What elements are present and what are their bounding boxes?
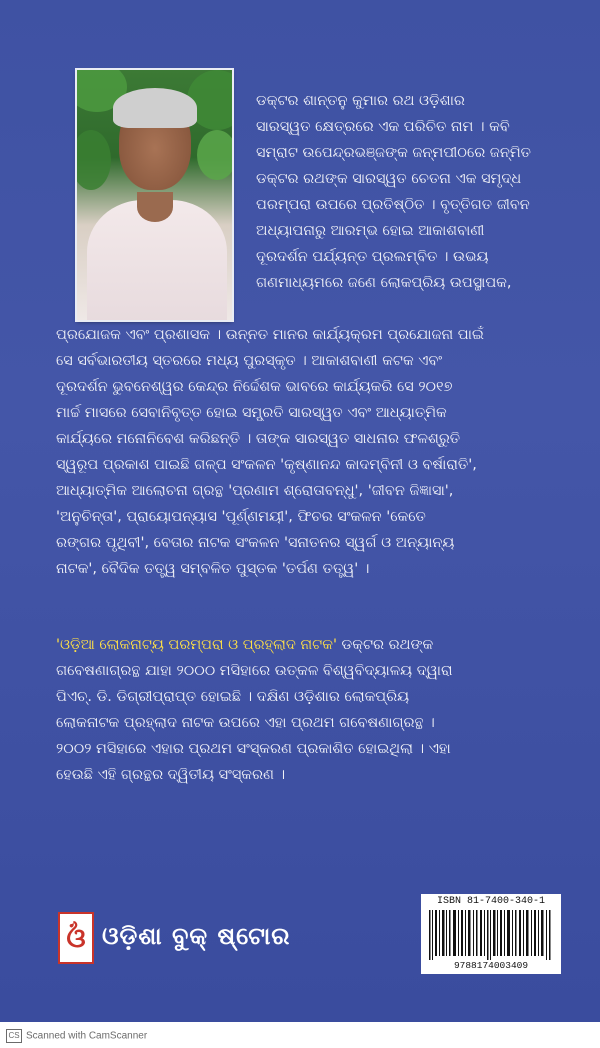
scanner-text: Scanned with CamScanner	[26, 1030, 148, 1042]
description-line: ଗବେଷଣାଗ୍ରନ୍ଥ ଯାହା ୨୦୦୦ ମସିହାରେ ଉତ୍କଳ ବିଶ୍ୱବିଦ୍ୟାଳୟ ଦ୍ୱାରା	[56, 663, 453, 679]
bio-line: ରଙ୍ଗର ପୃଥିବୀ', ବେତାର ନାଟକ ସଂକଳନ 'ସନାତନର ସ୍ୱର୍ଗ ଓ ଅନ୍ୟାନ୍ୟ	[56, 535, 455, 551]
author-bio-text	[56, 322, 586, 582]
publisher-logo-icon	[58, 912, 94, 964]
camscanner-logo-icon: CS	[6, 1029, 22, 1043]
intro-line: ସାରସ୍ୱତ କ୍ଷେତ୍ରରେ ଏକ ପରିଚିତ ନାମ । କବି	[256, 119, 510, 135]
bio-line: ଦୂରଦର୍ଶନ ଭୁବନେଶ୍ୱର କେନ୍ଦ୍ର ନିର୍ଦ୍ଦେଶକ ଭାବରେ କାର୍ଯ୍ୟକରି ସେ ୨୦୧୭	[56, 379, 453, 395]
description-line: ପିଏଚ୍. ଡି. ଡିଗ୍ରୀପ୍ରାପ୍ତ ହୋଇଛି । ଦକ୍ଷିଣ ଓଡ଼ିଶାର ଲୋକପ୍ରିୟ	[56, 689, 410, 705]
intro-line: ଗଣମାଧ୍ୟମରେ ଜଣେ ଲୋକପ୍ରିୟ ଉପସ୍ଥାପକ,	[256, 275, 512, 291]
bio-line: ଆଧ୍ୟାତ୍ମିକ ଆଲୋଚନା ଗ୍ରନ୍ଥ 'ପ୍ରଣାମ ଶ୍ରୋତାବନ୍ଧୁ', 'ଜୀବନ ଜିଜ୍ଞାସା',	[56, 483, 454, 499]
camscanner-watermark	[6, 1029, 147, 1045]
intro-line: ସମ୍ରାଟ ଉପେନ୍ଦ୍ରଭଞ୍ଜଙ୍କ ଜନ୍ମପୀଠରେ ଜନ୍ମିତ	[256, 145, 531, 161]
book-title-highlight: 'ଓଡ଼ିଆ ଲୋକନାଟ୍ୟ ପରମ୍ପରା ଓ ପ୍ରହ୍ଲାଦ ନାଟକ'	[56, 637, 337, 653]
om-glyph: ଓଁ	[66, 921, 86, 954]
bio-line: ସେ ସର୍ବଭାରତୀୟ ସ୍ତରରେ ମଧ୍ୟ ପୁରସ୍କୃତ । ଆକାଶବାଣୀ କଟକ ଏବଂ	[56, 353, 443, 369]
description-line: ଲୋକନାଟକ ପ୍ରହ୍ଲାଦ ନାଟକ ଉପରେ ଏହା ପ୍ରଥମ ଗବେଷଣାଗ୍ରନ୍ଥ ।	[56, 715, 435, 731]
bio-line: କାର୍ଯ୍ୟରେ ମନୋନିବେଶ କରିଛନ୍ତି । ତାଙ୍କ ସାରସ୍ୱତ ସାଧନାର ଫଳଶ୍ରୁତି	[56, 431, 461, 447]
intro-line: ଡକ୍ଟର ଶାନ୍ତନୁ କୁମାର ରଥ ଓଡ଼ିଶାର	[256, 93, 465, 109]
description-line: ୨୦୦୨ ମସିହାରେ ଏହାର ପ୍ରଥମ ସଂସ୍କରଣ ପ୍ରକାଶିତ ହୋଇଥିଲା । ଏହା	[56, 741, 451, 757]
author-intro-text	[256, 88, 586, 296]
intro-line: ଅଧ୍ୟାପନାରୁ ଆରମ୍ଭ ହୋଇ ଆକାଶବାଣୀ	[256, 223, 485, 239]
bio-line: ମାର୍ଚ୍ଚ ମାସରେ ସେବାନିବୃତ୍ତ ହୋଇ ସମ୍ପ୍ରତି ସାରସ୍ୱତ ଏବଂ ଆଧ୍ୟାତ୍ମିକ	[56, 405, 447, 421]
author-photo	[77, 70, 232, 320]
description-line: ହେଉଛି ଏହି ଗ୍ରନ୍ଥର ଦ୍ୱିତୀୟ ସଂସ୍କରଣ ।	[56, 767, 286, 783]
barcode-bars	[429, 910, 553, 960]
description-first-line-rest: ଡକ୍ଟର ରଥଙ୍କ	[336, 637, 434, 653]
publisher-brand	[58, 912, 388, 968]
isbn-label: ISBN 81-7400-340-1	[436, 896, 546, 907]
book-description-text	[56, 632, 586, 788]
intro-line: ଡକ୍ଟର ରଥଙ୍କ ସାରସ୍ୱତ ଚେତନା ଏକ ସମୃଦ୍ଧ	[256, 171, 522, 187]
bio-line: ସ୍ୱରୂପ ପ୍ରକାଶ ପାଇଛି ଗଳ୍ପ ସଂକଳନ 'କୃଷ୍ଣାନନ୍ଦ କାଦମ୍ବିନୀ ଓ ବର୍ଷାରାତି',	[56, 457, 477, 473]
intro-line: ପରମ୍ପରା ଉପରେ ପ୍ରତିଷ୍ଠିତ । ବୃତ୍ତିଗତ ଜୀବନ	[256, 197, 530, 213]
publisher-name: ଓଡ଼ିଶା ବୁକ୍ ଷ୍ଟୋର	[102, 922, 291, 950]
intro-line: ଦୂରଦର୍ଶନ ପର୍ଯ୍ୟନ୍ତ ପ୍ରଲମ୍ବିତ । ଉଭୟ	[256, 249, 489, 265]
barcode-number: 9788174003409	[453, 960, 529, 971]
description-first-line	[56, 632, 586, 658]
isbn-barcode	[421, 894, 561, 974]
bio-line: ପ୍ରଯୋଜକ ଏବଂ ପ୍ରଶାସକ । ଉନ୍ନତ ମାନର କାର୍ଯ୍ୟକ୍ରମ ପ୍ରଯୋଜନା ପାଇଁ	[56, 327, 484, 343]
bio-line: 'ଅନୁଚିନ୍ତା', ପ୍ରାୟୋପନ୍ୟାସ 'ପୂର୍ଣ୍ଣମୟୀ', ଫିଚର ସଂକଳନ 'କେତେ	[56, 509, 426, 525]
bio-line: ନାଟକ', ବୈଦିକ ତତ୍ତ୍ୱ ସମ୍ବଳିତ ପୁସ୍ତକ 'ତର୍ପଣ ତତ୍ତ୍ୱ' ।	[56, 561, 370, 577]
